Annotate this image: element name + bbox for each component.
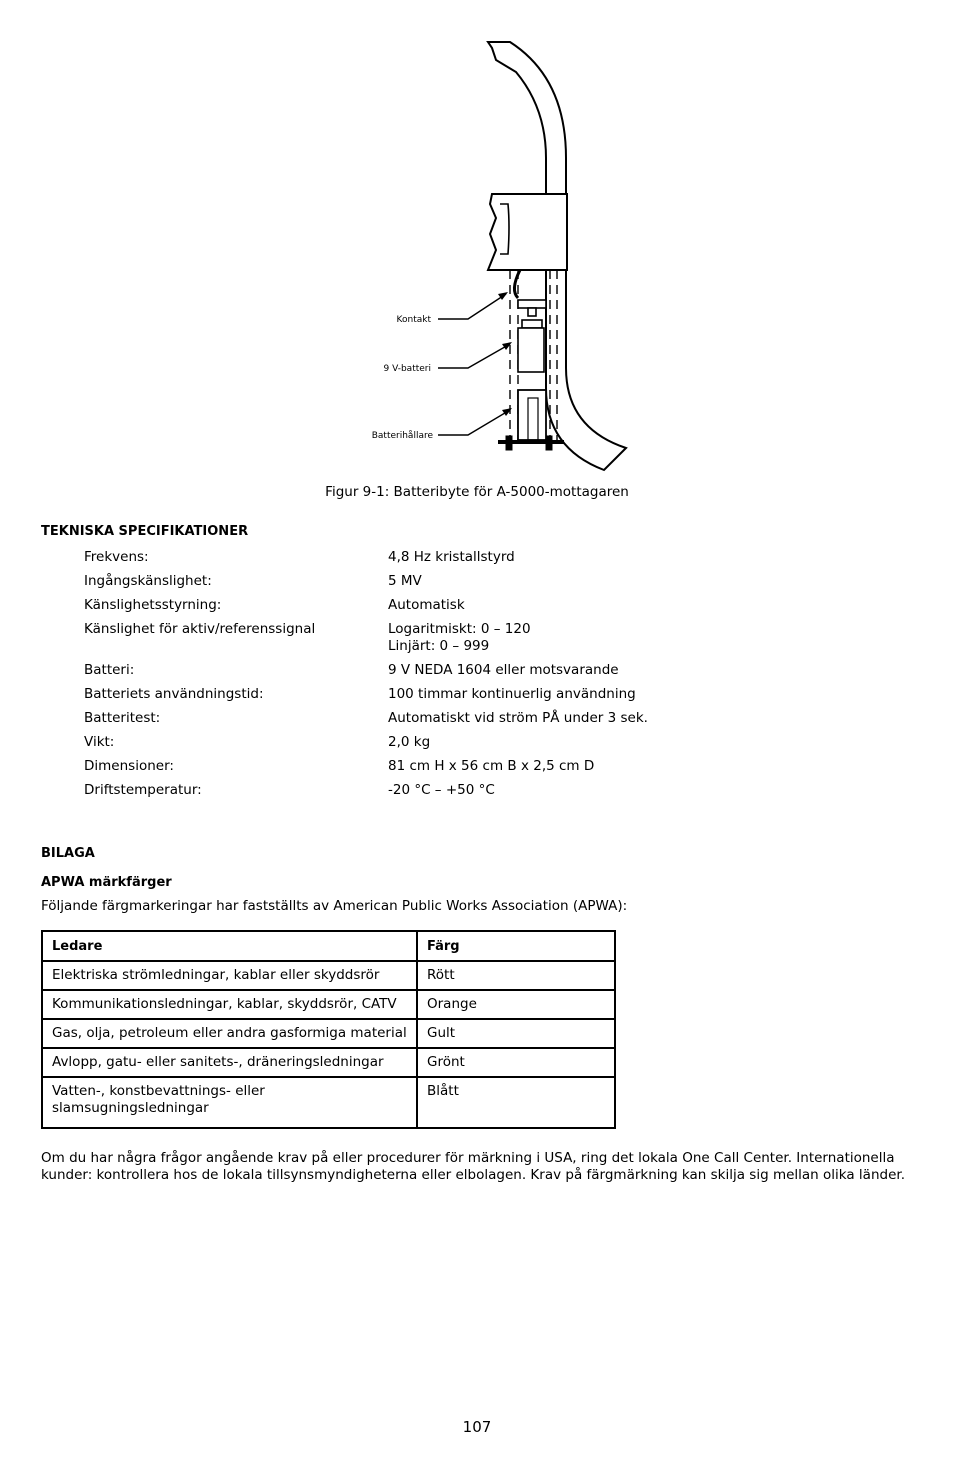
spec-label: Batteri: xyxy=(84,662,135,678)
table-row xyxy=(42,990,615,1019)
label-battery: 9 V-batteri xyxy=(383,364,431,374)
spec-value: Logaritmiskt: 0 – 120 Linjärt: 0 – 999 xyxy=(388,621,531,654)
spec-value: 2,0 kg xyxy=(388,734,431,750)
apwa-color-table xyxy=(41,930,616,1129)
spec-value: 81 cm H x 56 cm B x 2,5 cm D xyxy=(388,758,595,774)
appendix-heading: BILAGA xyxy=(41,846,95,861)
column-header-conductor: Ledare xyxy=(42,931,417,961)
table-row xyxy=(42,1077,615,1128)
label-contact: Kontakt xyxy=(396,315,431,325)
spec-value: 4,8 Hz kristallstyrd xyxy=(388,549,515,565)
table-cell: Gult xyxy=(417,1019,615,1048)
table-header-row xyxy=(42,931,615,961)
table-cell: Orange xyxy=(417,990,615,1019)
label-holder: Batterihållare xyxy=(371,431,433,441)
specs-heading: TEKNISKA SPECIFIKATIONER xyxy=(41,524,249,539)
table-row xyxy=(42,1048,615,1077)
table-cell: Gas, olja, petroleum eller andra gasformiga material xyxy=(42,1019,417,1048)
spec-value: 9 V NEDA 1604 eller motsvarande xyxy=(388,662,619,678)
table-row xyxy=(42,961,615,990)
spec-label: Känslighet för aktiv/referenssignal xyxy=(84,621,316,637)
spec-label: Batteriets användningstid: xyxy=(84,686,264,702)
column-header-color: Färg xyxy=(417,931,615,961)
spec-label: Känslighetsstyrning: xyxy=(84,597,222,613)
spec-label: Driftstemperatur: xyxy=(84,782,202,798)
apwa-intro: Följande färgmarkeringar har fastställts av American Public Works Association (APWA): xyxy=(41,898,628,914)
table-cell: Kommunikationsledningar, kablar, skyddsrör, CATV xyxy=(42,990,417,1019)
spec-label: Dimensioner: xyxy=(84,758,174,774)
spec-label: Ingångskänslighet: xyxy=(84,573,212,589)
spec-value: Automatisk xyxy=(388,597,465,613)
table-cell: Vatten-, konstbevattnings- eller slamsugningsledningar xyxy=(42,1077,417,1128)
battery-replacement-figure xyxy=(360,38,640,478)
page-number: 107 xyxy=(462,1418,492,1436)
table-cell: Elektriska strömledningar, kablar eller skyddsrör xyxy=(42,961,417,990)
spec-value: -20 °C – +50 °C xyxy=(388,782,495,798)
table-cell: Blått xyxy=(417,1077,615,1128)
apwa-subheading: APWA märkfärger xyxy=(41,875,172,890)
table-cell: Avlopp, gatu- eller sanitets-, dräneringsledningar xyxy=(42,1048,417,1077)
table-cell: Grönt xyxy=(417,1048,615,1077)
marking-note: Om du har några frågor angående krav på eller procedurer för märkning i USA, ring det lokala One Call Center. Internationella kunder: kontrollera hos de lokala tillsynsmyndigheterna eller elbolagen. Krav på färgmärkning kan skilja sig mellan olika länder. xyxy=(41,1150,905,1183)
table-cell: Rött xyxy=(417,961,615,990)
figure-caption: Figur 9-1: Batteribyte för A-5000-mottagaren xyxy=(325,484,629,500)
receiver-diagram xyxy=(360,38,640,478)
spec-value: Automatiskt vid ström PÅ under 3 sek. xyxy=(388,710,648,726)
spec-label: Vikt: xyxy=(84,734,115,750)
spec-label: Frekvens: xyxy=(84,549,149,565)
table-row xyxy=(42,1019,615,1048)
spec-value: 100 timmar kontinuerlig användning xyxy=(388,686,636,702)
spec-value: 5 MV xyxy=(388,573,422,589)
spec-label: Batteritest: xyxy=(84,710,161,726)
